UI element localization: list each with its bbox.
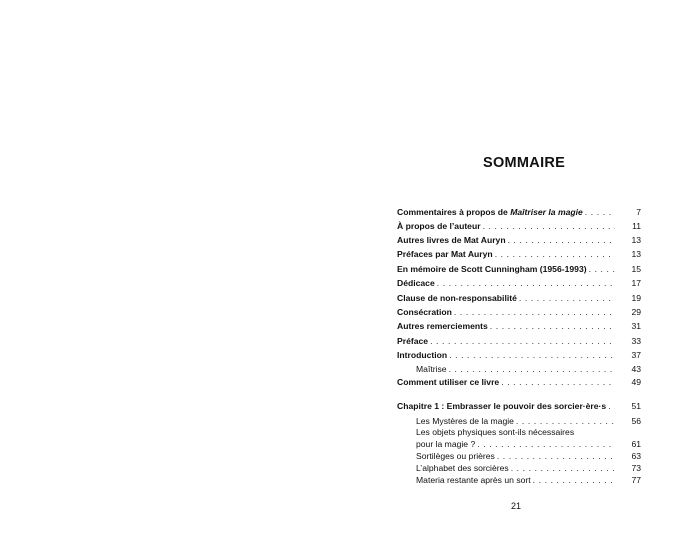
toc-chapter-entry[interactable] [397, 400, 641, 413]
toc-sub-entry[interactable] [397, 363, 641, 376]
toc-entry[interactable] [397, 320, 641, 333]
dot-leader [533, 474, 615, 487]
toc-page-number: 61 [631, 439, 641, 449]
page-title: SOMMAIRE [483, 155, 566, 171]
toc-entry-label: Autres remerciements [397, 321, 488, 331]
toc-entry[interactable] [397, 292, 641, 305]
toc-entry-label: Chapitre 1 : Embrasser le pouvoir des sorcier·ère·s [397, 401, 607, 411]
toc-page-number: 63 [631, 451, 641, 461]
toc-entry-label: Les objets physiques sont-ils nécessaires [416, 427, 575, 437]
dot-leader [585, 206, 615, 219]
toc-page-number: 77 [631, 475, 641, 485]
toc-page-number: 33 [631, 336, 641, 346]
toc-entry[interactable] [397, 335, 641, 348]
toc-page-number: 13 [631, 235, 641, 245]
toc-page-number: 29 [631, 307, 641, 317]
toc-entry-label: Introduction [397, 350, 448, 360]
toc-page-number: 17 [631, 278, 641, 288]
dot-leader [519, 292, 615, 305]
dot-leader [589, 263, 615, 276]
toc-entry[interactable] [397, 234, 641, 247]
dot-leader [449, 363, 615, 376]
toc-entry[interactable] [397, 206, 641, 219]
toc-page-number: 56 [631, 416, 641, 426]
toc-page-number: 37 [631, 350, 641, 360]
dot-leader [454, 306, 615, 319]
toc-entry[interactable] [397, 263, 641, 276]
toc-page-number: 13 [631, 249, 641, 259]
dot-leader [495, 248, 615, 261]
toc-entry[interactable] [397, 306, 641, 319]
toc-page-number: 15 [631, 264, 641, 274]
toc-entry-label: Les Mystères de la magie [416, 416, 514, 426]
toc-sub-entry[interactable] [397, 474, 641, 487]
dot-leader [449, 349, 615, 362]
toc-page-number: 31 [631, 321, 641, 331]
toc-page-number: 49 [631, 377, 641, 387]
toc-entry-label: Maîtrise [416, 364, 447, 374]
toc-entry-label: Commentaires à propos de Maîtriser la magie [397, 207, 583, 217]
dot-leader [508, 234, 615, 247]
dot-leader [430, 335, 615, 348]
dot-leader [490, 320, 615, 333]
toc-entry-label: Dédicace [397, 278, 435, 288]
dot-leader [437, 277, 615, 290]
toc-page-number: 7 [636, 207, 641, 217]
toc-entry-label: Autres livres de Mat Auryn [397, 235, 506, 245]
toc-entry[interactable] [397, 376, 641, 389]
toc-entry[interactable] [397, 248, 641, 261]
dot-leader [608, 400, 615, 413]
toc-entry-label: pour la magie ? [416, 439, 476, 449]
toc-entry-label: Materia restante après un sort [416, 475, 531, 485]
toc-page-number: 11 [632, 221, 641, 231]
toc-entry-label: Comment utiliser ce livre [397, 377, 500, 387]
toc-entry-label: Préfaces par Mat Auryn [397, 249, 493, 259]
page-number-footer: 21 [511, 501, 522, 511]
dot-leader [501, 376, 615, 389]
toc-entry-label: Sortilèges ou prières [416, 451, 495, 461]
dot-leader [483, 220, 615, 233]
toc-entry[interactable] [397, 349, 641, 362]
toc-entry[interactable] [397, 277, 641, 290]
toc-entry-label: Consécration [397, 307, 452, 317]
toc-entry-label: L’alphabet des sorcières [416, 463, 509, 473]
toc-page-number: 73 [631, 463, 641, 473]
toc-entry-label: À propos de l’auteur [397, 221, 481, 231]
toc-entry-label: En mémoire de Scott Cunningham (1956-1993) [397, 264, 587, 274]
toc-page-number: 51 [631, 401, 641, 411]
toc-entry-label: Clause de non-responsabilité [397, 293, 517, 303]
toc-entry[interactable] [397, 220, 641, 233]
toc-page-number: 19 [631, 293, 641, 303]
toc-page-number: 43 [631, 364, 641, 374]
toc-entry-label: Préface [397, 336, 429, 346]
